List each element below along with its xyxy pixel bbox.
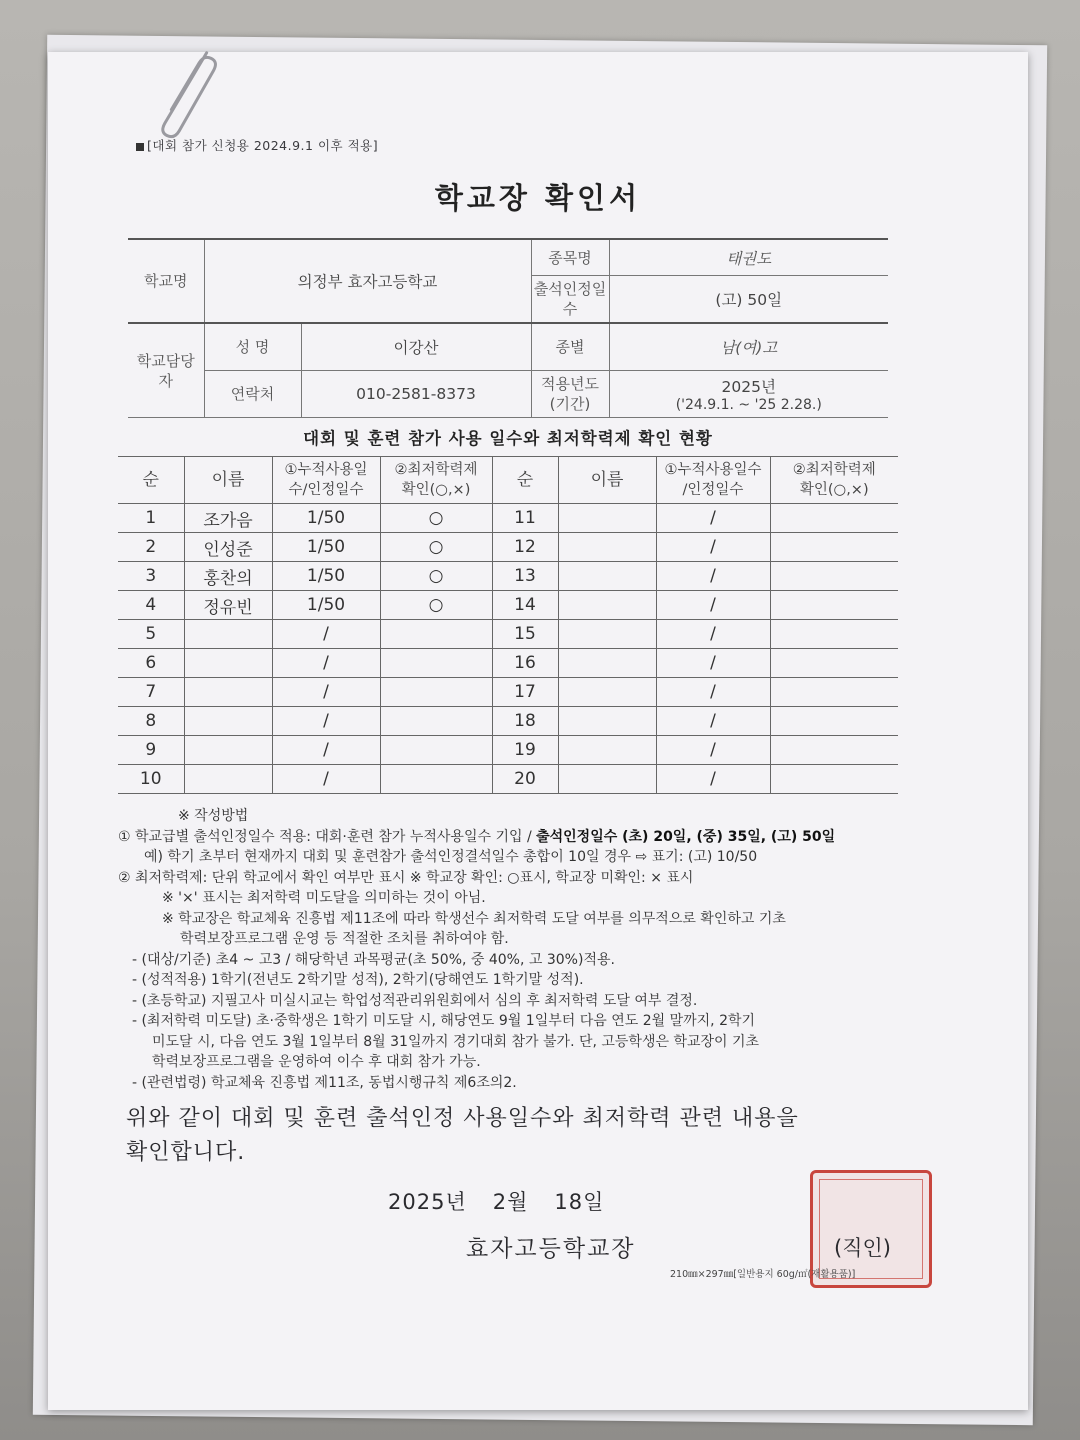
row-check bbox=[770, 765, 898, 794]
row-no: 1 bbox=[118, 504, 184, 533]
row-no: 17 bbox=[492, 678, 558, 707]
confirmation-line2: 확인합니다. bbox=[126, 1140, 246, 1165]
table-title: 대회 및 훈련 참가 사용 일수와 최저학력제 확인 현황 bbox=[303, 429, 713, 448]
table-row bbox=[118, 562, 898, 591]
year-cell bbox=[609, 371, 888, 418]
row-name bbox=[558, 620, 656, 649]
row-name bbox=[558, 765, 656, 794]
sport-value: 태권도 bbox=[609, 239, 888, 276]
row-name bbox=[558, 591, 656, 620]
row-days: / bbox=[656, 649, 770, 678]
col-days bbox=[272, 457, 380, 504]
row-days: / bbox=[272, 736, 380, 765]
row-name bbox=[558, 678, 656, 707]
sport-label: 종목명 bbox=[531, 239, 609, 276]
table-row bbox=[118, 533, 898, 562]
note-2-sub3: 학력보장프로그램 운영 등 적절한 조치를 취하여야 함. bbox=[180, 931, 509, 947]
row-no: 16 bbox=[492, 649, 558, 678]
table-row bbox=[118, 765, 898, 794]
row-days: / bbox=[272, 649, 380, 678]
row-name bbox=[558, 504, 656, 533]
row-days: / bbox=[272, 678, 380, 707]
row-no: 20 bbox=[492, 765, 558, 794]
page-title: 학교장 확인서 bbox=[434, 181, 642, 215]
confirmation-statement bbox=[126, 1102, 926, 1170]
note-dash-4a: - (최저학력 미도달) 초·중학생은 1학기 미도달 시, 해당연도 9월 1일부터 다음 연도 2월 말까지, 2학기 bbox=[132, 1013, 756, 1029]
row-days: / bbox=[656, 620, 770, 649]
note-dash-1: - (대상/기준) 초4 ~ 고3 / 해당학년 과목평균(초 50%, 중 40%, 고 30%)적용. bbox=[132, 951, 615, 968]
note-1-example: 예) 학기 초부터 현재까지 대회 및 훈련참가 출석인정결석일수 총합이 10일 경우 ⇨ 표기: (고) 10/50 bbox=[144, 849, 758, 865]
row-days: / bbox=[656, 562, 770, 591]
row-name bbox=[558, 736, 656, 765]
row-no: 12 bbox=[492, 533, 558, 562]
col-no-2: 순 bbox=[492, 457, 558, 504]
name-value: 이강산 bbox=[301, 323, 531, 371]
table-row bbox=[118, 736, 898, 765]
col-name-2: 이름 bbox=[558, 457, 656, 504]
row-check bbox=[770, 533, 898, 562]
school-label: 학교명 bbox=[128, 239, 204, 323]
paperclip-icon bbox=[149, 39, 227, 150]
row-days: / bbox=[656, 678, 770, 707]
row-no: 13 bbox=[492, 562, 558, 591]
row-check: ○ bbox=[380, 533, 492, 562]
note-dash-3: - (초등학교) 지필고사 미실시교는 학업성적관리위원회에서 심의 후 최저학력 도달 여부 결정. bbox=[132, 992, 698, 1009]
seal-label: (직인) bbox=[834, 1236, 891, 1260]
table-row bbox=[118, 620, 898, 649]
row-no: 9 bbox=[118, 736, 184, 765]
row-name bbox=[184, 678, 272, 707]
row-check bbox=[380, 649, 492, 678]
col-check bbox=[380, 457, 492, 504]
note-dash-4c: 학력보장프로그램을 운영하여 이수 후 대회 참가 가능. bbox=[152, 1054, 481, 1070]
row-check bbox=[770, 591, 898, 620]
row-check: ○ bbox=[380, 504, 492, 533]
table-row bbox=[118, 678, 898, 707]
note-1-text: ① 학교급별 출석인정일수 적용: 대회·훈련 참가 누적사용일수 기입 / bbox=[118, 828, 537, 845]
row-days: / bbox=[656, 591, 770, 620]
row-check bbox=[770, 678, 898, 707]
row-check bbox=[380, 736, 492, 765]
row-name: 홍찬의 bbox=[184, 562, 272, 591]
contact-label: 연락처 bbox=[204, 371, 301, 418]
confirmation-line1: 위와 같이 대회 및 훈련 출석인정 사용일수와 최저학력 관련 내용을 bbox=[126, 1106, 799, 1131]
note-dash-2: - (성적적용) 1학기(전년도 2학기말 성적), 2학기(당해연도 1학기말 성적). bbox=[132, 972, 584, 988]
row-name: 인성준 bbox=[184, 533, 272, 562]
col-check-line1: ②최저학력제 bbox=[394, 462, 478, 478]
row-no: 4 bbox=[118, 591, 184, 620]
row-name bbox=[184, 736, 272, 765]
col-no: 순 bbox=[118, 457, 184, 504]
attendance-label: 출석인정일수 bbox=[531, 276, 609, 324]
row-check bbox=[380, 620, 492, 649]
col-days-line2: 수/인정일수 bbox=[288, 482, 364, 498]
row-no: 2 bbox=[118, 533, 184, 562]
date-month: 2월 bbox=[492, 1190, 529, 1214]
row-check bbox=[770, 562, 898, 591]
row-days: / bbox=[272, 707, 380, 736]
row-days: / bbox=[272, 620, 380, 649]
col-days2-line2: /인정일수 bbox=[682, 482, 744, 498]
participation-table bbox=[118, 456, 898, 794]
row-no: 11 bbox=[492, 504, 558, 533]
row-check bbox=[380, 765, 492, 794]
instructions bbox=[118, 806, 908, 1093]
row-check bbox=[770, 620, 898, 649]
row-name bbox=[558, 562, 656, 591]
row-check: ○ bbox=[380, 562, 492, 591]
year-value: 2025년 bbox=[721, 378, 776, 396]
note-1 bbox=[118, 827, 908, 848]
seal-inner-border bbox=[819, 1179, 923, 1279]
manager-label: 학교담당자 bbox=[128, 323, 204, 418]
square-bullet-icon bbox=[136, 143, 144, 151]
col-check-2 bbox=[770, 457, 898, 504]
row-name bbox=[558, 533, 656, 562]
row-days: / bbox=[656, 765, 770, 794]
row-no: 10 bbox=[118, 765, 184, 794]
row-check bbox=[380, 678, 492, 707]
gender-label: 종별 bbox=[531, 323, 609, 371]
row-name bbox=[558, 649, 656, 678]
note-dash-4b: 미도달 시, 다음 연도 3월 1일부터 8월 31일까지 경기대회 참가 불가. 단, 고등학생은 학교장이 기초 bbox=[152, 1033, 760, 1050]
row-no: 15 bbox=[492, 620, 558, 649]
col-days-2 bbox=[656, 457, 770, 504]
table-row bbox=[118, 707, 898, 736]
contact-value: 010-2581-8373 bbox=[301, 371, 531, 418]
table-row bbox=[118, 591, 898, 620]
row-no: 18 bbox=[492, 707, 558, 736]
table-row bbox=[118, 504, 898, 533]
header-note bbox=[136, 136, 378, 154]
info-table bbox=[128, 238, 888, 418]
row-days: 1/50 bbox=[272, 504, 380, 533]
row-days: / bbox=[656, 736, 770, 765]
name-label: 성 명 bbox=[204, 323, 301, 371]
row-days: / bbox=[656, 707, 770, 736]
col-check2-line2: 확인(○,×) bbox=[799, 482, 869, 498]
period-value: ('24.9.1. ~ '25 2.28.) bbox=[675, 397, 822, 413]
document-sheet bbox=[48, 52, 1028, 1410]
issue-date bbox=[388, 1186, 630, 1216]
table-row bbox=[118, 649, 898, 678]
row-name bbox=[184, 765, 272, 794]
row-no: 8 bbox=[118, 707, 184, 736]
col-name: 이름 bbox=[184, 457, 272, 504]
row-check: ○ bbox=[380, 591, 492, 620]
date-day: 18일 bbox=[554, 1190, 605, 1214]
row-days: 1/50 bbox=[272, 533, 380, 562]
note-2-sub2: ※ 학교장은 학교체육 진흥법 제11조에 따라 학생선수 최저학력 도달 여부를 의무적으로 확인하고 기초 bbox=[162, 910, 786, 927]
row-check bbox=[770, 707, 898, 736]
row-check bbox=[770, 504, 898, 533]
date-year: 2025년 bbox=[388, 1190, 467, 1214]
row-no: 3 bbox=[118, 562, 184, 591]
row-no: 14 bbox=[492, 591, 558, 620]
row-check bbox=[380, 707, 492, 736]
note-2-sub1: ※ '×' 표시는 최저학력 미도달을 의미하는 것이 아님. bbox=[162, 890, 486, 906]
row-days: 1/50 bbox=[272, 562, 380, 591]
notes-heading: ※ 작성방법 bbox=[178, 808, 249, 824]
note-1-bold: 출석인정일수 (초) 20일, (중) 35일, (고) 50일 bbox=[536, 828, 836, 845]
row-name: 정유빈 bbox=[184, 591, 272, 620]
row-no: 5 bbox=[118, 620, 184, 649]
paper-spec: 210㎜×297㎜[일반용지 60g/㎡(재활용품)] bbox=[670, 1269, 856, 1280]
note-dash-5: - (관련법령) 학교체육 진흥법 제11조, 동법시행규칙 제6조의2. bbox=[132, 1074, 517, 1091]
header-note-text: [대회 참가 신청용 2024.9.1 이후 적용] bbox=[147, 138, 379, 153]
note-2: ② 최저학력제: 단위 학교에서 확인 여부만 표시 ※ 학교장 확인: ○표시, 학교장 미확인: × 표시 bbox=[118, 869, 694, 886]
row-no: 6 bbox=[118, 649, 184, 678]
year-label: 적용년도(기간) bbox=[531, 371, 609, 418]
row-name: 조가음 bbox=[184, 504, 272, 533]
row-name bbox=[558, 707, 656, 736]
row-name bbox=[184, 707, 272, 736]
row-no: 19 bbox=[492, 736, 558, 765]
row-days: / bbox=[656, 504, 770, 533]
row-no: 7 bbox=[118, 678, 184, 707]
row-check bbox=[770, 736, 898, 765]
row-name bbox=[184, 620, 272, 649]
col-days-line1: ①누적사용일 bbox=[284, 462, 368, 478]
col-check-line2: 확인(○,×) bbox=[401, 482, 471, 498]
row-days: 1/50 bbox=[272, 591, 380, 620]
col-check2-line1: ②최저학력제 bbox=[792, 462, 876, 478]
row-days: / bbox=[656, 533, 770, 562]
principal-title: 효자고등학교장 bbox=[466, 1236, 636, 1262]
gender-value: 남(여)고 bbox=[609, 323, 888, 371]
row-days: / bbox=[272, 765, 380, 794]
row-name bbox=[184, 649, 272, 678]
school-name: 의정부 효자고등학교 bbox=[204, 239, 531, 323]
col-days2-line1: ①누적사용일수 bbox=[664, 462, 762, 478]
row-check bbox=[770, 649, 898, 678]
attendance-value: (고) 50일 bbox=[609, 276, 888, 324]
